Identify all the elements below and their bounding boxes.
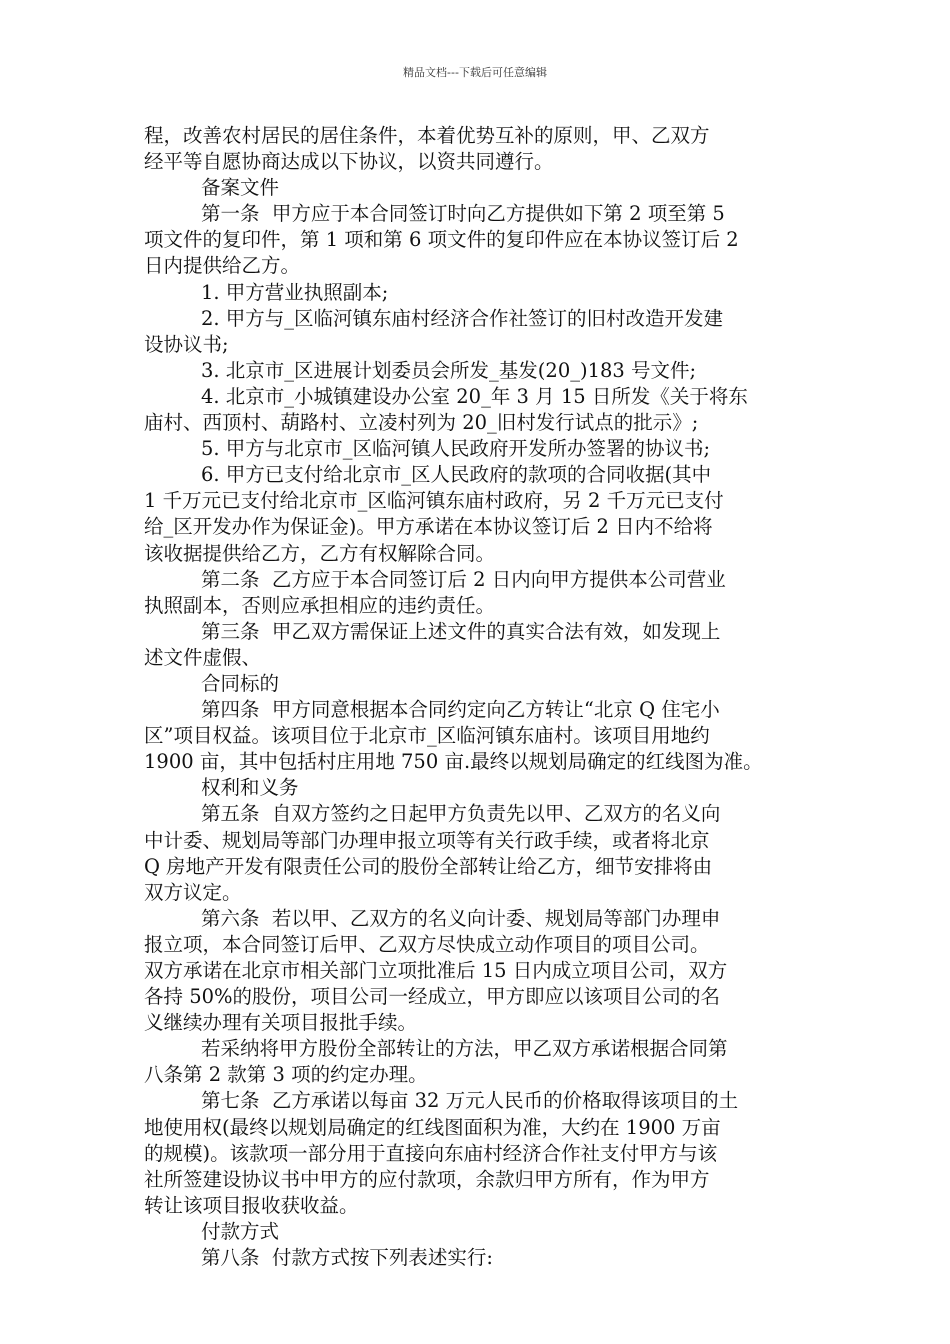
text-line: 的规模)。该款项一部分用于直接向东庙村经济合作社支付甲方与该 — [144, 1141, 718, 1165]
section-heading: 合同标的 — [201, 671, 280, 695]
text-line: 双方承诺在北京市相关部门立项批准后 15 日内成立项目公司，双方 — [144, 959, 728, 982]
text-line: 设协议书; — [144, 332, 229, 356]
text-line: 各持 50%的股份，项目公司一经成立，甲方即应以该项目公司的名 — [144, 985, 721, 1009]
text-line: 执照副本，否则应承担相应的违约责任。 — [144, 593, 496, 617]
article-line: 第八条 付款方式按下列表述实行: — [201, 1246, 493, 1270]
article-line: 第一条 甲方应于本合同签订时向乙方提供如下第 2 项至第 5 — [201, 202, 725, 226]
section-heading: 付款方式 — [201, 1219, 280, 1243]
section-heading: 权利和义务 — [201, 776, 299, 800]
text-line: 义继续办理有关项目报批手续。 — [144, 1011, 418, 1035]
paragraph-line: 若采纳将甲方股份全部转让的方法，甲乙双方承诺根据合同第 — [201, 1037, 728, 1061]
list-item: 6. 甲方已支付给北京市_区人民政府的款项的合同收据(其中 — [201, 463, 712, 487]
list-item: 2. 甲方与_区临河镇东庙村经济合作社签订的旧村改造开发建 — [201, 306, 724, 330]
text-line: 社所签建设协议书中甲方的应付款项，余款归甲方所有，作为甲方 — [144, 1167, 710, 1191]
section-heading: 备案文件 — [201, 176, 280, 200]
text-line: 述文件虚假、 — [144, 645, 262, 669]
article-line: 第六条 若以甲、乙双方的名义向计委、规划局等部门办理申 — [201, 906, 721, 930]
article-line: 第三条 甲乙双方需保证上述文件的真实合法有效，如发现上 — [201, 619, 721, 643]
article-line: 第五条 自双方签约之日起甲方负责先以甲、乙双方的名义向 — [201, 802, 721, 826]
text-line: 日内提供给乙方。 — [144, 254, 301, 278]
document-body — [144, 123, 816, 1271]
text-line: 地使用权(最终以规划局确定的红线图面积为准，大约在 1900 万亩 — [144, 1115, 721, 1139]
article-line: 第四条 甲方同意根据本合同约定向乙方转让“北京 Q 住宅小 — [201, 698, 720, 722]
text-line: 经平等自愿协商达成以下协议，以资共同遵行。 — [144, 150, 554, 174]
text-line: 双方议定。 — [144, 880, 242, 904]
text-line: 给_区开发办作为保证金)。甲方承诺在本协议签订后 2 日内不给将 — [144, 515, 713, 539]
text-line: 庙村、西顶村、葫路村、立凌村列为 20_旧村发行试点的批示》; — [144, 411, 699, 435]
text-line: 转让该项目报收获收益。 — [144, 1193, 359, 1217]
text-line: 该收据提供给乙方，乙方有权解除合同。 — [144, 541, 496, 565]
text-line: 1900 亩，其中包括村庄用地 750 亩.最终以规划局确定的红线图为准。 — [144, 750, 763, 774]
text-line: 项文件的复印件，第 1 项和第 6 项文件的复印件应在本协议签订后 2 — [144, 228, 739, 252]
article-line: 第二条 乙方应于本合同签订后 2 日内向甲方提供本公司营业 — [201, 567, 726, 591]
text-line: 中计委、规划局等部门办理申报立项等有关行政手续，或者将北京 — [144, 828, 710, 852]
text-line: 八条第 2 款第 3 项的约定办理。 — [144, 1063, 428, 1087]
text-line: Q 房地产开发有限责任公司的股份全部转让给乙方，细节安排将由 — [144, 854, 713, 878]
list-item: 5. 甲方与北京市_区临河镇人民政府开发所办签署的协议书; — [201, 437, 711, 461]
text-line: 报立项，本合同签订后甲、乙双方尽快成立动作项目的项目公司。 — [144, 932, 710, 956]
article-line: 第七条 乙方承诺以每亩 32 万元人民币的价格取得该项目的土 — [201, 1089, 739, 1113]
text-line: 1 千万元已支付给北京市_区临河镇东庙村政府，另 2 千万元已支付 — [144, 489, 724, 513]
text-line: 程，改善农村居民的居住条件，本着优势互补的原则，甲、乙双方 — [144, 124, 710, 147]
list-item: 3. 北京市_区进展计划委员会所发_基发(20_)183 号文件; — [201, 358, 697, 382]
text-line: 区”项目权益。该项目位于北京市_区临河镇东庙村。该项目用地约 — [144, 724, 710, 748]
list-item: 4. 北京市_小城镇建设办公室 20_年 3 月 15 日所发《关于将东 — [201, 384, 748, 408]
page-header: 精品文档---下载后可任意编辑 — [403, 66, 547, 79]
list-item: 1. 甲方营业执照副本; — [201, 280, 389, 304]
